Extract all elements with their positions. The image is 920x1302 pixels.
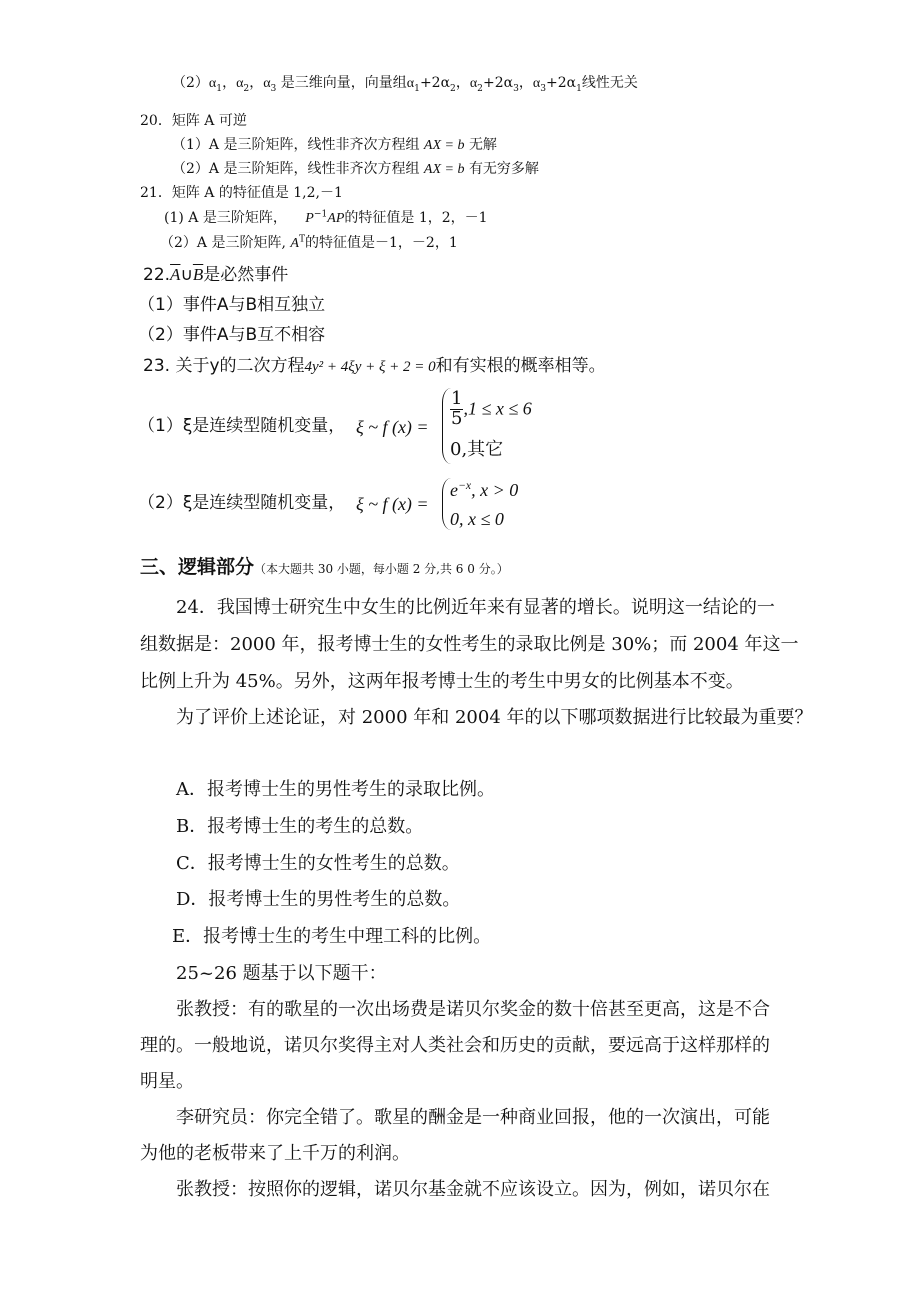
q23-item-2-case-1 [450, 481, 518, 500]
q25-26-line-3: 明星。 [140, 1071, 194, 1092]
vec1-sub: 1 [414, 83, 420, 94]
q22-tail: 是必然事件 [203, 265, 289, 285]
q19-item-2 [172, 75, 638, 94]
q22-number: 22. [143, 265, 171, 285]
q25-26-line-2: 理的。一般地说，诺贝尔奖得主对人类社会和历史的贡献，要远高于这样那样的 [140, 1035, 770, 1056]
q23-item-1-case-2: 0,其它 [450, 439, 504, 460]
alpha-1-sub: 1 [216, 83, 223, 94]
q24-option-c: C．报考博士生的女性考生的总数。 [176, 853, 460, 874]
q23-tail: 和有实根的概率相等。 [435, 356, 606, 376]
q21-item-2-tail: 的特征值是－1，－2，1 [305, 235, 458, 251]
q25-26-line-6: 张教授：按照你的逻辑，诺贝尔基金就不应该设立。因为，例如，诺贝尔在 [176, 1179, 770, 1200]
q23-item-1-case-1-condition: ,1 ≤ x ≤ 6 [463, 398, 532, 419]
q25-26-line-4: 李研究员：你完全错了。歌星的酬金是一种商业回报，他的一次演出，可能 [176, 1107, 770, 1128]
q21-item-1 [164, 211, 488, 226]
q22-item-2: （2）事件A与B互不相容 [138, 325, 326, 345]
separator: ， [455, 75, 470, 91]
vec1-plus: +2α [419, 75, 451, 91]
q24-line-2: 组数据是：2000 年，报考博士生的女性考生的录取比例是 30%；而 2004 年这一 [140, 634, 799, 655]
q25-26-line-5: 为他的老板带来了上千万的利润。 [140, 1143, 410, 1164]
q24-option-d: D．报考博士生的男性考生的总数。 [176, 889, 461, 910]
q24-option-e: E．报考博士生的考生中理工科的比例。 [172, 926, 492, 947]
q24-line-1: 24．我国博士研究生中女生的比例近年来有显著的增长。说明这一结论的一 [176, 597, 775, 618]
q21-item-2-text: （2）A 是三阶矩阵, [160, 235, 286, 251]
vec2-plus: +2α [482, 75, 514, 91]
q20-item-1-text: （1）A 是三阶矩阵，线性非齐次方程组 [172, 137, 420, 153]
q23-item-2-case-2: 0, x ≤ 0 [450, 509, 504, 529]
q21-AP: AP [327, 211, 345, 226]
q23-item-1-lhs: ξ ~ f (x) = [356, 417, 429, 437]
vec1-plus-sub: 2 [450, 83, 456, 94]
alpha-1: α [208, 76, 217, 91]
vec1-alpha: α [406, 76, 415, 91]
section-3-note: （本大题共 30 小题，每小题 2 分,共 6 0 分。） [254, 562, 509, 576]
q23-item-2-text: （2）ξ是连续型随机变量， [138, 493, 346, 513]
q20-item-1 [172, 138, 497, 153]
q23-item-1-text: （1）ξ是连续型随机变量， [138, 416, 346, 436]
vec3-plus-sub: 1 [576, 83, 582, 94]
q19-item-2-prefix: （2） [172, 75, 209, 91]
q22-title [143, 266, 288, 284]
exp-power: −x [458, 479, 472, 492]
one-fifth-fraction [450, 390, 463, 429]
q24-line-4: 为了评价上述论证，对 2000 年和 2004 年的以下哪项数据进行比较最为重要？ [176, 707, 813, 728]
q24-option-b: B．报考博士生的考生的总数。 [176, 816, 424, 837]
alpha-3: α [263, 76, 271, 91]
q21-title: 21．矩阵 A 的特征值是 1,2,－1 [140, 185, 343, 201]
q21-item-2 [160, 236, 458, 251]
q24-line-3: 比例上升为 45%。另外，这两年报考博士生的考生中男女的比例基本不变。 [140, 671, 744, 692]
fraction-numerator: 1 [451, 388, 463, 409]
separator: ， [249, 75, 264, 91]
q25-26-intro: 25~26 题基于以下题干： [176, 963, 387, 984]
alpha-2: α [236, 76, 244, 91]
section-3-title: 三、逻辑部分 [140, 556, 255, 578]
vec3-alpha: α [532, 76, 541, 91]
q21-item-1-text: (1) A 是三阶矩阵， [164, 210, 287, 226]
vec3-plus: +2α [546, 75, 577, 91]
q19-item-2-tail: 线性无关 [581, 75, 638, 91]
q20-item-1-math: AX = b [423, 138, 465, 153]
q22-B-complement: $\overline{B}$ [192, 265, 204, 284]
q23-item-2-lhs: ξ ~ f (x) = [356, 494, 429, 514]
q20-title: 20．矩阵 A 可逆 [140, 113, 247, 129]
separator: ， [222, 75, 237, 91]
separator: ， [518, 75, 533, 91]
vec2-plus-sub: 3 [513, 83, 519, 94]
q21-item-1-tail: 的特征值是 1，2，－1 [344, 210, 488, 226]
q22-A-complement: $\overline{A}$ [170, 265, 181, 284]
vec2-sub: 2 [477, 83, 483, 94]
alpha-2-sub: 2 [243, 83, 250, 94]
q20-item-2-text: （2）A 是三阶矩阵，线性非齐次方程组 [172, 161, 420, 177]
q25-26-line-1: 张教授：有的歌星的一次出场费是诺贝尔奖金的数十倍甚至更高，这是不合 [176, 999, 770, 1020]
alpha-3-sub: 3 [270, 83, 277, 94]
q21-P-inverse: −1 [313, 209, 328, 220]
q23-prefix: 23. 关于y的二次方程 [143, 356, 305, 376]
q20-item-1-tail: 无解 [468, 137, 497, 153]
vec3-sub: 3 [540, 83, 546, 94]
q21-P: P [305, 211, 314, 226]
q20-item-2-tail: 有无穷多解 [468, 161, 539, 177]
fraction-denominator: 5 [451, 407, 463, 429]
vec2-alpha: α [469, 76, 478, 91]
q20-item-2-math: AX = b [423, 162, 465, 177]
q21-A: A [290, 236, 299, 251]
q22-item-1: （1）事件A与B相互独立 [138, 295, 326, 315]
section-3-heading [140, 558, 509, 577]
q23-item-2-case-1-condition: , x > 0 [471, 480, 519, 500]
q23-title [143, 358, 606, 375]
exp-base: e [450, 480, 458, 500]
q19-item-2-text: 是三维向量，向量组 [276, 75, 407, 91]
q24-option-a: A．报考博士生的男性考生的录取比例。 [176, 779, 495, 800]
q21-A-transpose: T [298, 234, 306, 245]
q20-item-2 [172, 162, 539, 177]
q23-item-1-case-1 [450, 390, 532, 429]
q22-union: ∪ [180, 265, 193, 284]
q23-equation: 4y² + 4ξy + ξ + 2 = 0 [304, 359, 436, 375]
